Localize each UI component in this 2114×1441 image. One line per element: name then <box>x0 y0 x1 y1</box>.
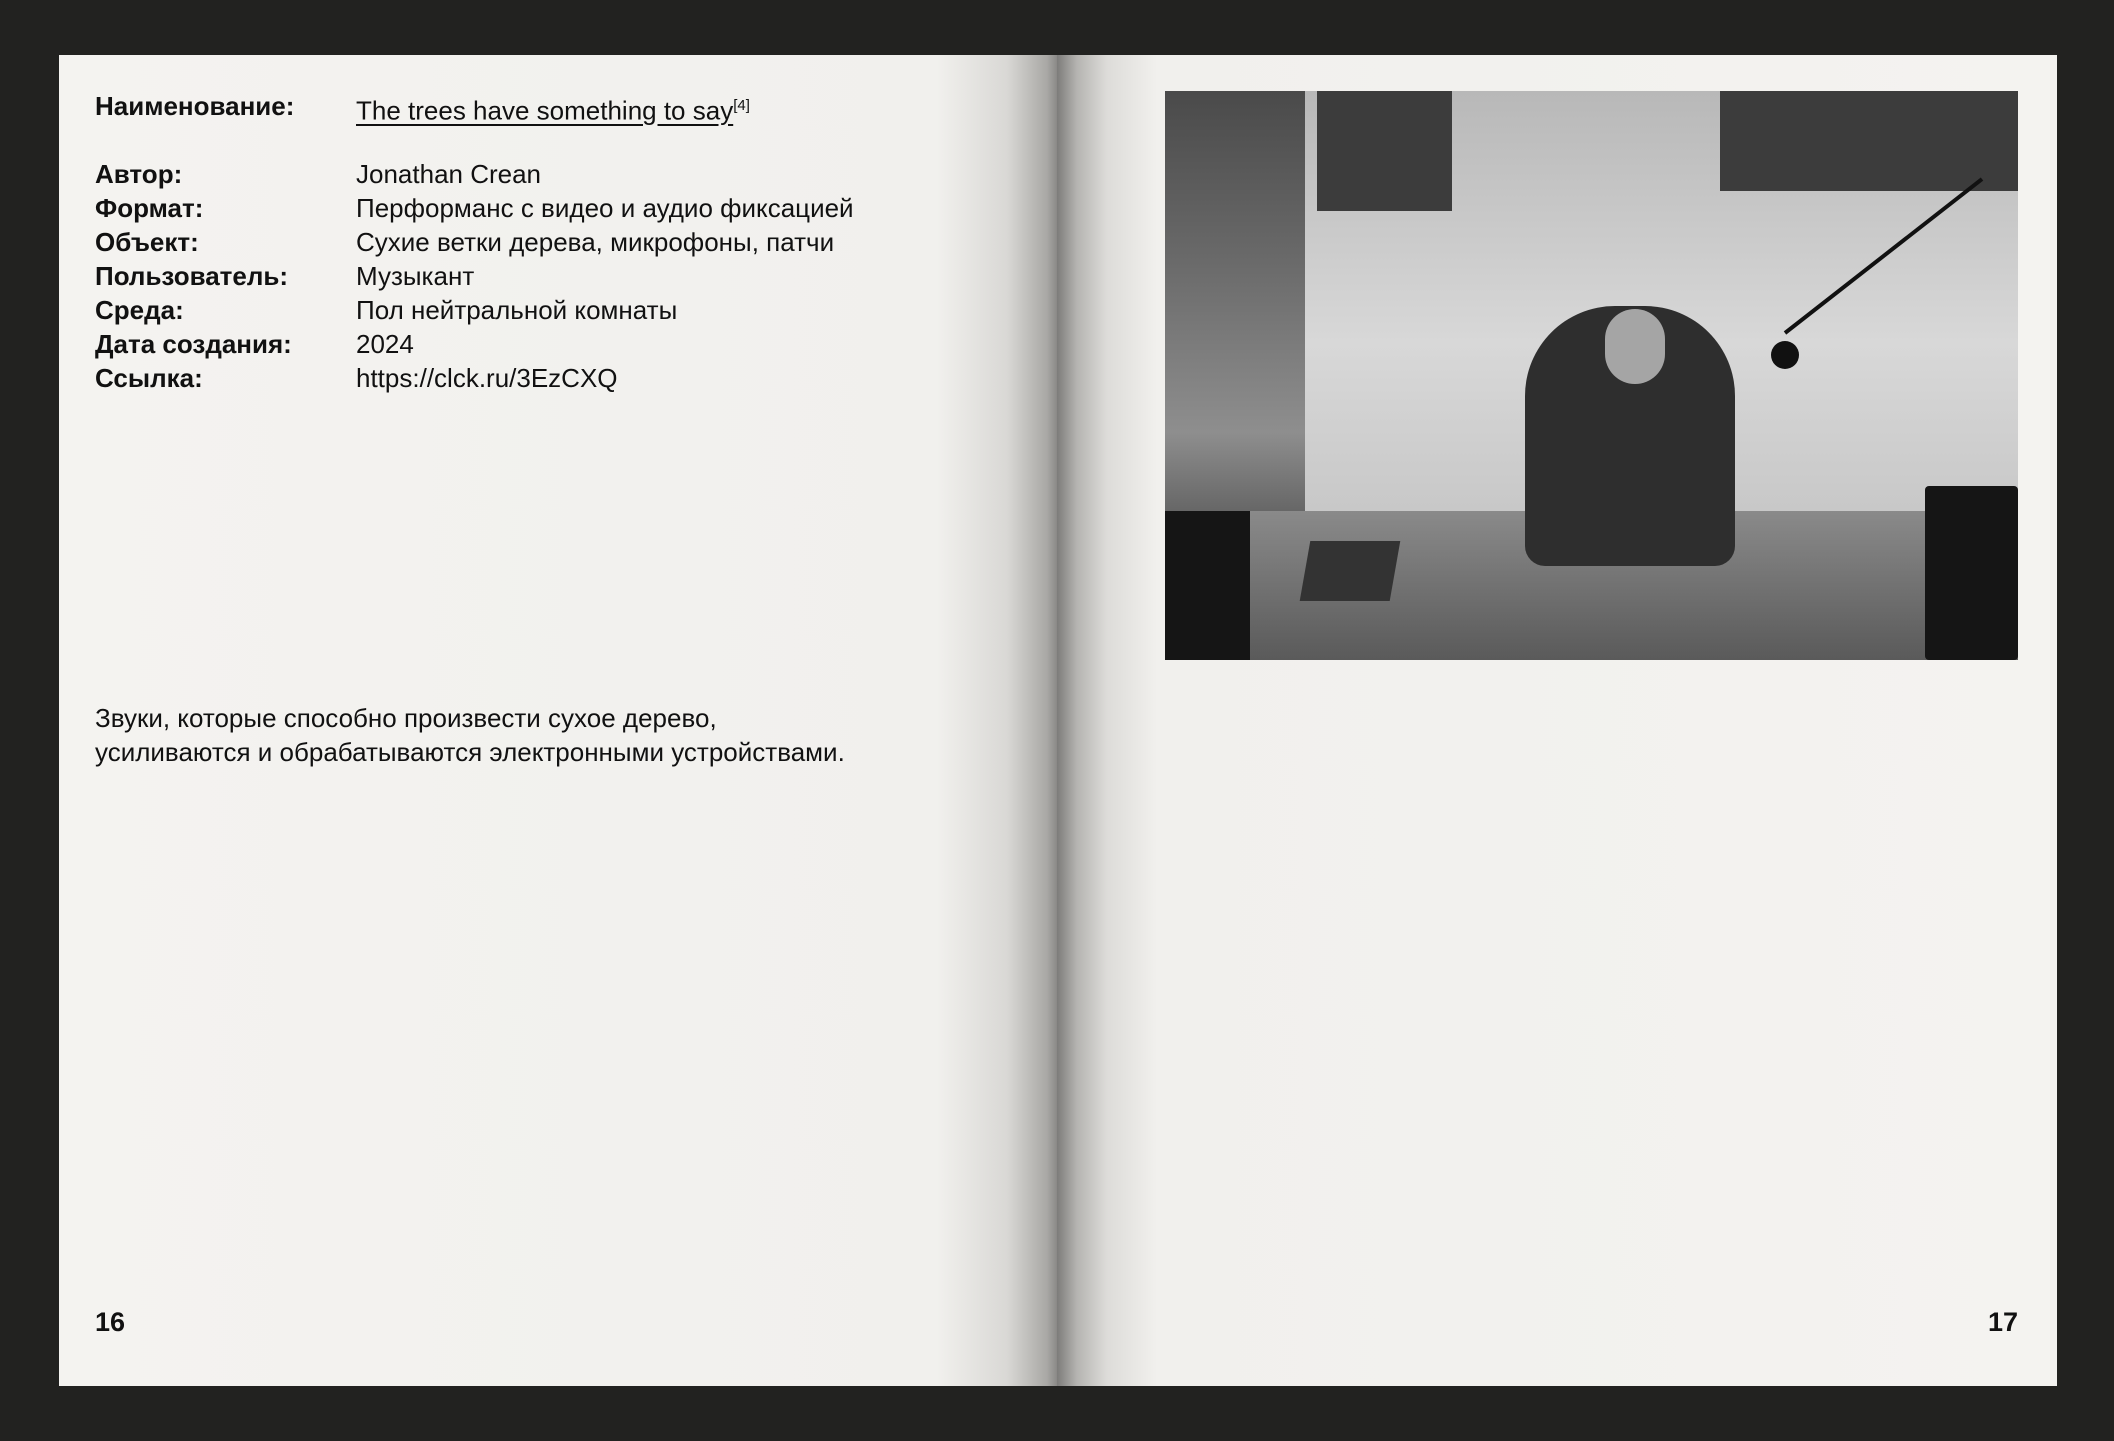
right-page <box>1057 55 2057 1386</box>
description <box>95 701 845 769</box>
field-value[interactable]: https://clck.ru/3EzCXQ <box>356 363 618 393</box>
field-label: Автор: <box>95 159 183 189</box>
field-value: Перформанс с видео и аудио фиксацией <box>356 193 854 223</box>
title-label: Наименование: <box>95 91 295 121</box>
field-value: Пол нейтральной комнаты <box>356 295 678 325</box>
field-label: Объект: <box>95 227 199 257</box>
page-number-right: 17 <box>1987 1307 2018 1337</box>
description-line: Звуки, которые способно произвести сухое дерево, <box>95 703 717 733</box>
title-link[interactable]: The trees have something to say <box>356 95 734 126</box>
description-line: усиливаются и обрабатываются электронными устройствами. <box>95 737 845 767</box>
left-page <box>59 55 1057 1386</box>
field-label: Пользователь: <box>95 261 289 291</box>
field-value: Сухие ветки дерева, микрофоны, патчи <box>356 227 835 257</box>
page-number-left: 16 <box>95 1307 126 1337</box>
field-value: Jonathan Crean <box>356 159 542 189</box>
performance-photo <box>1165 91 2018 660</box>
field-label: Среда: <box>95 295 184 325</box>
field-label: Дата создания: <box>95 329 292 359</box>
field-value: 2024 <box>356 329 414 359</box>
field-value: Музыкант <box>356 261 475 291</box>
field-label: Формат: <box>95 193 204 223</box>
field-label: Ссылка: <box>95 363 203 393</box>
footnote-ref[interactable]: [4] <box>733 97 750 114</box>
